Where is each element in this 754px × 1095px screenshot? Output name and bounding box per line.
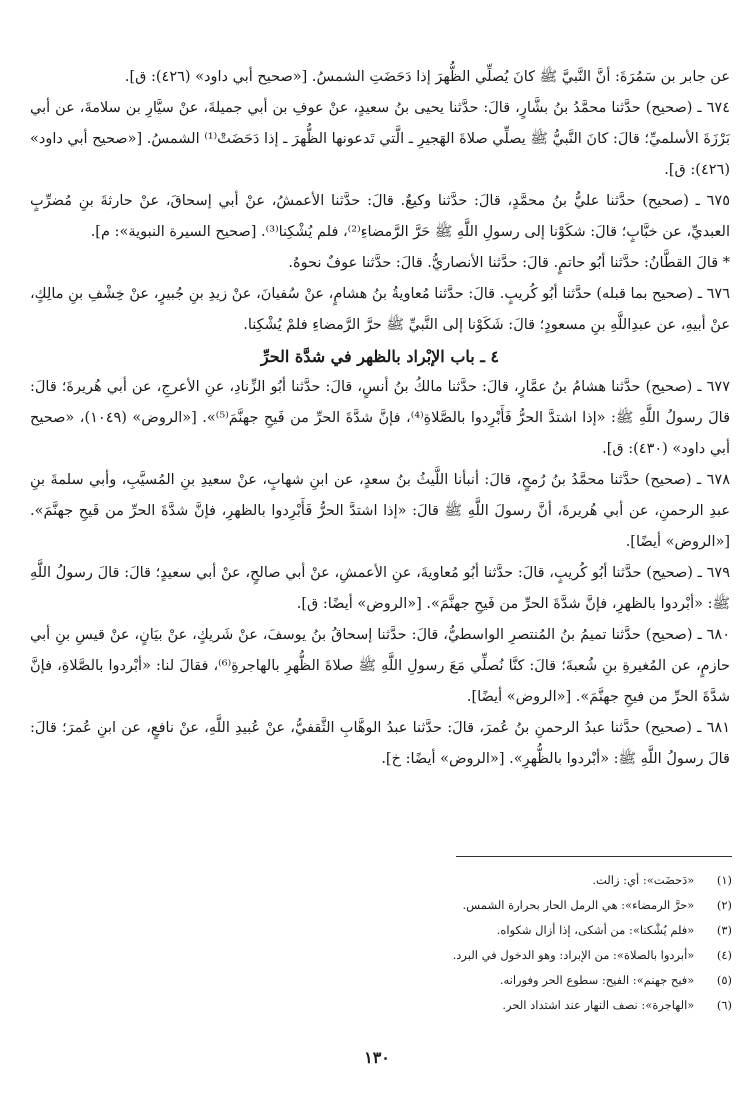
- footnote-3: [30, 918, 732, 943]
- hadith-675: ٦٧٥ ـ (صحيح) حدَّثنا عليُّ بنُ محمَّدٍ، قالَ: حدَّثنا وكيعٌ. قالَ: حدَّثنا الأعمشُ، عنْ أبي إسحاقَ، عنْ حارثةَ بنِ مُضرِّبٍ العبديِّ، عن خبَّابٍ؛ قالَ: شكَوْنا إلى رسولِ اللَّهِ ﷺ حَرَّ الرَّمضاءِ⁽²⁾، فلم يُشْكِنا⁽³⁾. [صحيح السيرة النبوية»: م].: [30, 193, 730, 240]
- footnote-text: «فيح جهنم»: الفيح: سطوع الحر وفورانه.: [499, 973, 695, 987]
- footnote-6: [30, 993, 732, 1018]
- hadith-681: ٦٨١ ـ (صحيح) حدَّثنا عبدُ الرحمنِ بنُ عُمرَ، قالَ: حدَّثنا عبدُ الوهَّابِ الثَّقفيُّ، عنْ عُبيدِ اللَّهِ، عنْ نافعٍ، عن ابنِ عُمرَ؛ قالَ: قالَ رسولُ اللَّهِ ﷺ: «أبْردوا بالظُّهرِ». [«الروض» أيضًا: خ].: [30, 720, 730, 767]
- hadith-676: ٦٧٦ ـ (صحيح بما قبله) حدَّثنا أبُو كُريبٍ. قالَ: حدَّثنا مُعاويةُ بنُ هشامٍ، عنْ سُفيانَ، عنْ زيدِ بنِ جُبيرٍ، عنْ خِشْفِ بنِ مالِكٍ، عنْ أبيهِ، عن عبدِاللَّهِ بنِ مسعودٍ؛ قالَ: شَكَوْنا إلى النَّبيِّ ﷺ حرَّ الرَّمضاءِ فلمْ يُشْكِنا.: [30, 286, 730, 333]
- page-number: ١٣٠: [364, 1048, 390, 1067]
- footnote-text: «الهاجرة»: نصف النهار عند اشتداد الحر.: [502, 998, 695, 1012]
- footnote-text: «فلم يُشْكنا»: من أشكى، إذا أزال شكواه.: [496, 923, 695, 937]
- chain-note: * قالَ القطَّانُ: حدَّثنا أبُو حاتمٍ. قالَ: حدَّثنا الأنصاريُّ. قالَ: حدَّثنا عوفٌ نحوهُ.: [288, 255, 730, 271]
- hadith-674: ٦٧٤ ـ (صحيح) حدَّثنا محمَّدُ بنُ بشَّارٍ، قالَ: حدَّثنا يحيى بنُ سعيدٍ، عنْ عوفِ بن أبي جميلةَ، عنْ سيَّارِ بن سلامةَ، عن أبي بَرْزَةَ الأسلميِّ؛ قالَ: كانَ النَّبيُّ ﷺ يصلِّي صلاةَ الهَجيرِ ـ الَّتي تَدعونها الظُّهرَ ـ إذا دَحَضَتْ⁽¹⁾ الشمسُ. [«صحيح أبي داود» (٤٢٦): ق].: [30, 100, 730, 178]
- footnote-1: [30, 868, 732, 893]
- footnote-number: (٢): [716, 898, 732, 912]
- footnote-number: (٤): [716, 948, 732, 962]
- footnote-text: «حرَّ الرمضاء»: هي الرمل الحار بحرارة الشمس.: [462, 898, 695, 912]
- footnote-number: (٦): [716, 998, 732, 1012]
- hadith-679: ٦٧٩ ـ (صحيح) حدَّثنا أبُو كُريبٍ، قالَ: حدَّثنا أبُو مُعاويةَ، عنِ الأعمشِ، عنْ أبي صالحٍ، عنْ أبي سعيدٍ؛ قالَ: قالَ رسولُ اللَّهِ ﷺ: «أبْردوا بالظهرِ، فإنَّ شدَّةَ الحرِّ من فَيحِ جهنَّمَ». [«الروض» أيضًا: ق].: [30, 565, 730, 612]
- hadith-678: ٦٧٨ ـ (صحيح) حدَّثنا محمَّدُ بنُ رُمحٍ، قالَ: أنبأنا اللَّيثُ بنُ سعدٍ، عن ابنِ شهابٍ، عنْ سعيدِ بنِ المُسيَّبِ، وأبي سلمةَ بنِ عبدِ الرحمنِ، عن أبي هُريرةَ، أنَّ رسولَ اللَّهِ ﷺ قالَ: «إذا اشتدَّ الحرُّ فَأَبْرِدوا بالظهرِ، فإنَّ شدَّةَ الحرِّ من فَيحِ جهنَّمَ». [«الروض» أيضًا].: [30, 472, 730, 550]
- footnote-text: «أبردوا بالصلاة»: من الإبراد: وهو الدخول في البرد.: [452, 948, 695, 962]
- footnote-divider: [456, 856, 732, 857]
- footnote-number: (٥): [716, 973, 732, 987]
- footnote-4: [30, 943, 732, 968]
- main-text: [30, 62, 730, 775]
- footnote-number: (١): [716, 873, 732, 887]
- hadith-677: ٦٧٧ ـ (صحيح) حدَّثنا هشامُ بنُ عمَّارٍ، قالَ: حدَّثنا مالكُ بنُ أنسٍ، قالَ: حدَّثنا أبُو الزِّنادِ، عنِ الأعرجِ، عن أبي هُريرةَ؛ قالَ: قالَ رسولُ اللَّهِ ﷺ: «إذا اشتدَّ الحرُّ فَأَبْرِدوا بالصَّلاةِ⁽⁴⁾، فإنَّ شدَّةَ الحرِّ من فَيحِ جهنَّمَ⁽⁵⁾». [«الروض» (١٠٤٩)، «صحيح أبي داود» (٤٣٠): ق].: [30, 379, 731, 457]
- footnotes: [30, 868, 732, 1018]
- footnote-5: [30, 968, 732, 993]
- footnote-2: [30, 893, 732, 918]
- chapter-heading: ٤ ـ باب الإبْراد بالظهر في شدَّة الحرِّ: [260, 347, 500, 366]
- footnote-number: (٣): [716, 923, 732, 937]
- paragraph-intro: عن جابر بن سَمُرَةَ: أنَّ النَّبيَّ ﷺ كانَ يُصلِّي الظُّهرَ إذا دَحَضَتِ الشمسُ. [«صحيح أبي داود» (٤٢٦): ق].: [124, 69, 730, 85]
- footnote-text: «دَحضَت»: أي: زالت.: [592, 873, 695, 887]
- hadith-680: ٦٨٠ ـ (صحيح) حدَّثنا تميمُ بنُ المُنتصرِ الواسطيُّ، قالَ: حدَّثنا إسحاقُ بنُ يوسفَ، عنْ شَريكٍ، عنْ بيَانٍ، عنْ قيسِ بنِ أبي حازمٍ، عن المُغيرةِ بنِ شُعبةَ؛ قالَ: كنَّا نُصلِّي مَعَ رسولِ اللَّهِ ﷺ صلاةَ الظُّهرِ بالهاجرةِ⁽⁶⁾، فقالَ لنا: «أبْردوا بالصَّلاةِ، فإنَّ شدَّةَ الحرِّ من فيحِ جهنَّمَ». [«الروض» أيضًا].: [30, 627, 731, 705]
